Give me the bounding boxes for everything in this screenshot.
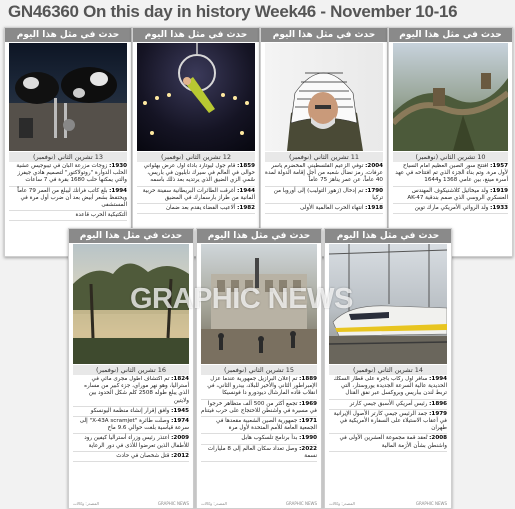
day-card-nov-10 [388,27,513,257]
card-banner: حدث في مثل هذا اليوم [5,28,131,42]
card-photo-great-wall [393,43,508,151]
card-banner: حدث في مثل هذا اليوم [69,229,193,243]
card-footer: المصدر: وكالات GRAPHIC NEWS [73,501,189,506]
card-body: 1994: سافر أول ركاب بأجرة على قطار السكك الحديدية عالية السرعة الجديدة يوروستار، التي تربط لندن بباريس وبروكسل عبر نفق القنال 1896: رئيس أمريكي الأسبق جيمي كارتر 1979: جمد الرئيس جيمي كارتر الأصول الإيرانية في أعقاب الاستيلاء على السفارة الأمريكية في طهران 2008: تُعقد قمة مجموعة العشرين الأولى في واشنطن بشأن الأزمة المالية [329,376,447,498]
card-footer: المصدر: وكالات GRAPHIC NEWS [329,501,447,506]
day-card-nov-13 [4,27,132,257]
card-photo-eurostar-train [329,244,447,364]
card-photo-brazil-square [201,244,317,364]
card-banner: حدث في مثل هذا اليوم [197,229,321,243]
card-date: 14 تشرين الثاني (نوفمبر) [329,365,447,375]
card-date: 11 تشرين الثاني (نوفمبر) [265,152,383,162]
card-date: 16 تشرين الثاني (نوفمبر) [73,365,189,375]
card-body: 1859: قام جول ليوتارد بأداء أول عرض بهلواني حوالى في العالم في سيرك نابليون في باريس، سُمي الزي الضيق الذي يرتديه بعد ذلك باسمه 1944: أغرقت الطائرات البريطانية سفينة حربية ألمانية من طراز بارسمارك في المضيق 1982: ألاعيب الفضاء يقدم بعد ضمان [137,163,255,246]
card-banner: حدث في مثل هذا اليوم [261,28,387,42]
card-banner: حدث في مثل هذا اليوم [389,28,512,42]
card-date: 13 تشرين الثاني (نوفمبر) [9,152,127,162]
card-photo-murray-river [73,244,189,364]
card-photo-arafat [265,43,383,151]
card-banner: حدث في مثل هذا اليوم [325,229,451,243]
card-body: 2004: توفي الزعيم الفلسطيني المخضرم ياسر عرفات، رمز نضال شعبه من أجل إقامة الدولة لمدة 40 عاماً، عن عمر يناهز 75 عاماً 1790: تم إدخال (زهور التوليب) إلى أوروبا من تركيا 1918: انتهاء الحرب العالمية الأولى [265,163,383,246]
card-footer: المصدر: وكالات GRAPHIC NEWS [201,501,317,506]
card-body: 1824: تم اكتشاف أطول مجرى مائي في أستراليا، وهو نهر موراي، جزء كبير من مساره الذي يبلغ طوله 2508 كلم شكل الحدود بين ولايتين 1945: وافق إقرار إنشاء منظمة اليونسكو 1974: وصلت طائرة "X-43A scramjet" إلى سرعة قياسية بلغت حوالي 9.6 ماخ 2009: اعتذر رئيس وزراء أستراليا كيفين رود للأطفال الذين تعرضوا للأذى في دور الرعاية 2012: قتل شخصان في حادث [73,376,189,498]
card-body: 1889: تم إعلان البرازيل جمهورية عندما عزل الإمبراطور الثاني والأخير للبلاد، بيدرو الثاني، في انقلاب قاده المارشال ديودورو دا فونسيكا 1969: تجمع أكثر من 500 ألف متظاهر خرجوا في مسيرة في واشنطن للاحتجاج على حرب فيتنام 1971: جمهورية الصين الشعبية مقعدها في الجمعية العامة للأمم المتحدة لأول مرة 1990: بدأ برنامج تلسكوب هابل 2022: وصل تعداد سكان العالم إلى 8 مليارات نسمة [201,376,317,498]
graphic-news-watermark: GRAPHIC NEWS [130,283,353,315]
page-title: GN46360 On this day in history Week46 - November 10-16 [8,2,458,21]
card-body: 1957: افتتح سور الصين العظيم أمام السياح لأول مرة. وتم بناء الجزء الذي تم افتتاحه في عهد أسرة مينغ، بين عامي 1368 و1644 1919: ولد ميخائيل كلاشنيكوف المهندس العسكري الروسي الذي صمم بندقية AK-47 1933: ولد الروائي الأمريكي مارك توين [393,163,508,246]
card-banner: حدث في مثل هذا اليوم [133,28,259,42]
day-card-nov-11 [260,27,388,257]
card-body: 1930: زوجات مزرعة ألبان في تيبوجيس عشية الحلب الدوارة "روتولاكتور" لتصميم هادي جيفرز والتي يمكنها حلب 1680 بقرة في 7 ساعات 1994: بلغ كاتب فرانك ليبلغ من العمر 79 عاماً ويحتفظ بشعر أبيض بعد أن ضرب أول مرة في المستشفى التكتيكية الحرب قاعدة [9,163,127,246]
day-card-nov-14 [324,228,452,509]
card-date: 12 تشرين الثاني (نوفمبر) [137,152,255,162]
card-photo-trapeze [137,43,255,151]
card-date: 10 تشرين الثاني (نوفمبر) [393,152,508,162]
day-card-nov-15 [196,228,322,509]
day-card-nov-12 [132,27,260,257]
card-date: 15 تشرين الثاني (نوفمبر) [201,365,317,375]
card-photo-dairy [9,43,127,151]
day-card-nov-16 [68,228,194,509]
